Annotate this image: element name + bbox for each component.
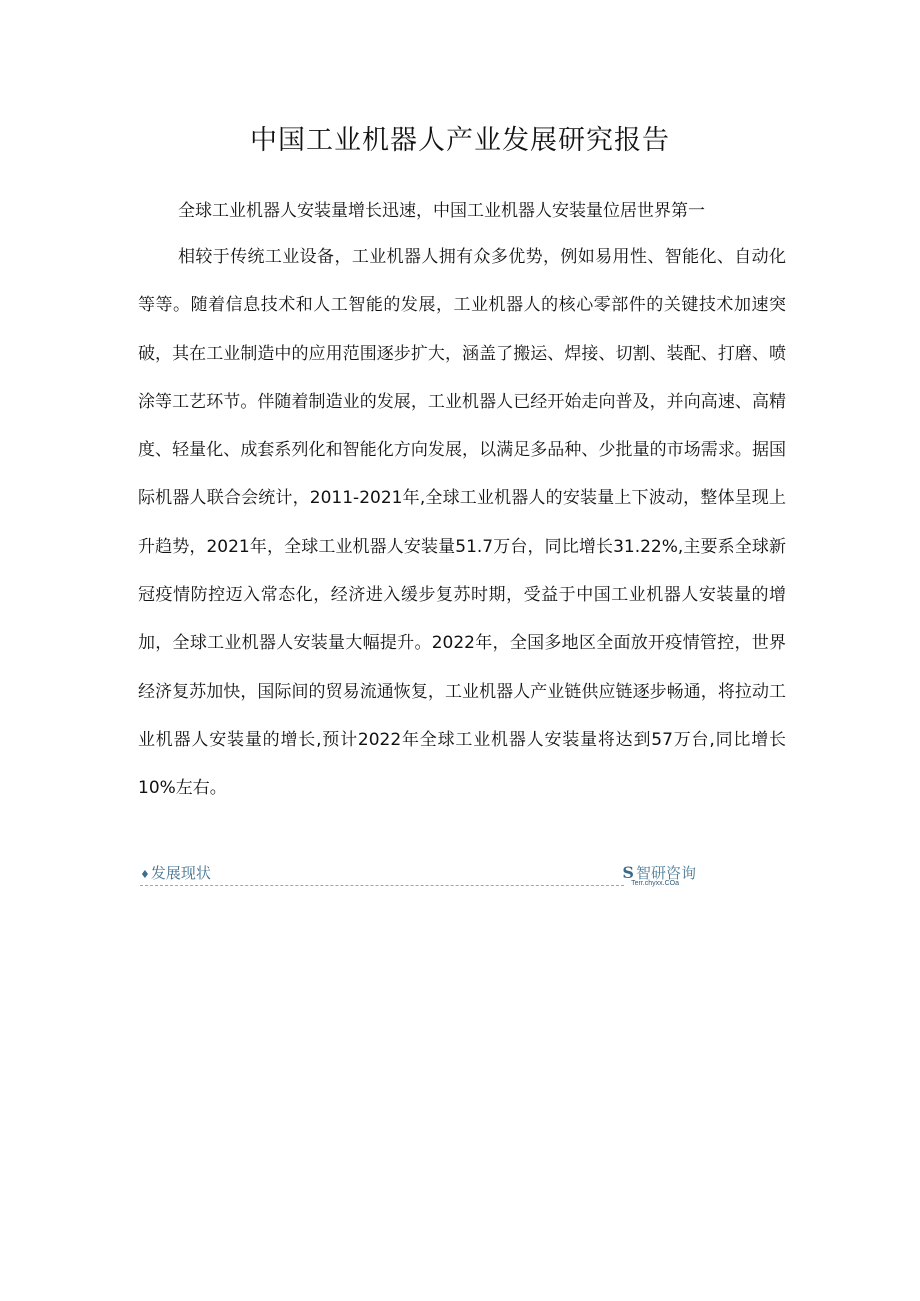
section-header-bar <box>140 860 696 892</box>
brand-name: 智研咨询 <box>635 864 696 882</box>
section-label <box>140 862 211 883</box>
section-label-text: 发展现状 <box>150 864 211 882</box>
report-title: 中国工业机器人产业发展研究报告 <box>250 125 670 156</box>
dashed-divider <box>140 885 624 886</box>
report-subtitle: 全球工业机器人安装量增长迅速，中国工业机器人安装量位居世界第一 <box>178 201 705 221</box>
body-paragraph: 相较于传统工业设备，工业机器人拥有众多优势，例如易用性、智能化、自动化等等。随着信息技术和人工智能的发展，工业机器人的核心零部件的关键技术加速突破，其在工业制造中的应用范围逐步扩大，涵盖了搬运、焊接、切割、装配、打磨、喷涂等工艺环节。伴随着制造业的发展，工业机器人已经开始走向普及，并向高速、高精度、轻量化、成套系列化和智能化方向发展，以满足多品种、少批量的市场需求。据国际机器人联合会统计，2011-2021年,全球工业机器人的安装量上下波动，整体呈现上升趋势，2021年，全球工业机器人安装量51.7万台，同比增长31.22%,主要系全球新冠疫情防控迈入常态化，经济进入缓步复苏时期，受益于中国工业机器人安装量的增加，全球工业机器人安装量大幅提升。2022年，全国多地区全面放开疫情管控，世界经济复苏加快，国际间的贸易流通恢复，工业机器人产业链供应链逐步畅通，将拉动工业机器人安装量的增长,预计2022年全球工业机器人安装量将达到57万台,同比增长10%左右。 <box>138 247 786 799</box>
brand-mark-icon: S <box>622 863 634 882</box>
brand-website: Terr.chyxx.COa <box>631 880 679 887</box>
diamond-bullet-icon: ♦ <box>140 868 150 881</box>
